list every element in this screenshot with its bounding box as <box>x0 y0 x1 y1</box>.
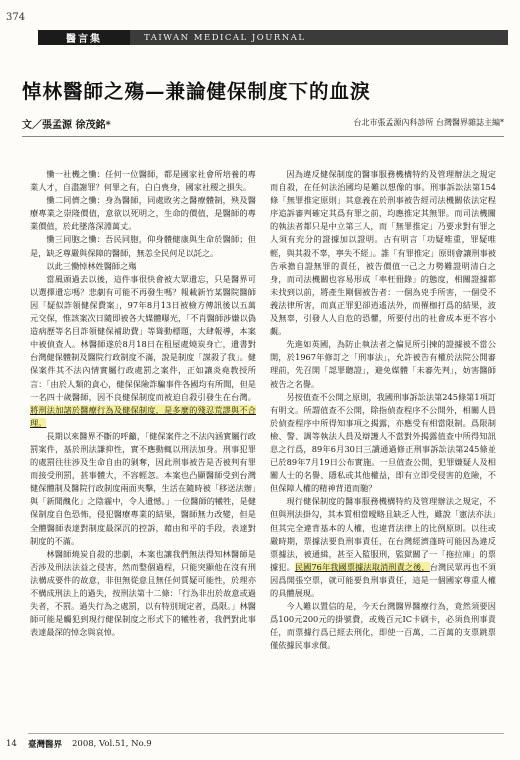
title-divider <box>22 136 504 137</box>
paragraph: 慟一社機之慟：任何一位醫師，都是國家社會所培養的專業人才，自盡謝罪？何罪之有，白白喪身，國家社稷之損失。 <box>30 169 256 193</box>
paragraph-text: 現行健保制度的醫事服務機構特約及管理辦法之規定，不但與刑法掛勾，其本質相當曖略且缺乏人性，雖說「憲法亦法」但其完全違背基本的人權，也違背法律上的比例原則。以往或嚴時期，票據法要負刑事責任，在台灣經濟蓬時可能因為違反票據法，被通緝，甚至入監服刑，監獄關了一「拖拉庫」的票據犯。 <box>270 496 496 572</box>
page-number: 14 <box>6 739 17 749</box>
header-band <box>38 30 508 45</box>
paragraph: 慟二同儕之慟：身為醫師，同處敗劣之醫療體制，殃及醫療專業之崇隆價值，意欲以死明之，生命的價值，是醫師的專業價值，於此墜落深淵萬丈。 <box>30 195 256 232</box>
footer-journal: 臺灣醫界 <box>28 740 63 750</box>
paragraph <box>270 495 496 600</box>
paragraph: 今人難以置信的是，今天台灣醫界醫療行為，竟然須要因爲100元200元的掛號費，或幾百元IC卡刷卡，必須負刑事責任，而票據行爲已經去刑化，即使一百萬、二百萬的支票跳票僅依據民事求償。 <box>270 601 496 651</box>
journal-name: TAIWAN MEDICAL JOURNAL <box>144 32 306 43</box>
paragraph: 先進如英國，為防止執法者之偏見所引揀的證據被不當公開，於1967年修訂之「刑事法」，允許被告有權於法院公開審理前，先召開「認罪聽證」，避免媒體「未審先判」，妨害醫師被告之名譽。 <box>270 339 496 389</box>
paragraph-text: 台灣民眾再也不須因爲開張空票，就可能要負刑事責任，這是一個國家尊重人權的具體展現。 <box>270 561 496 598</box>
bylines <box>22 116 504 132</box>
paragraph <box>30 273 256 430</box>
paragraph: 長期以來醫界不斷的呼籲，「健保案件之不法內涵實屬行政罰案件，基於刑法謙抑性，實不應動輒以刑法加身。刑事犯罪的處罰往往涉及生命自由的剝奪，因此刑事被告是否被判有罪而接受刑罰，甚事體大，不容輕忽。本案也凸顯醫師受到台灣健保體制及醫院行政制度兩面夾擊，生活在隨時被「移送法辦」與「新聞醜化」之陰霾中，令人遺憾。」一位醫師的犧牲，是健保制度自色恐怖，侵犯醫療專業的結果，醫師無力改變，但是全體醫師表達對制度最深沉的控訴，藉由和平的手段，表達對制度的不滿。 <box>30 430 256 546</box>
paragraph: 因為違反健保制度的醫事服務機構特約及管理辦法之規定而自殺，在任何法治國均是難以想像的事。刑事訴訟法第154條「無罪推定原則」其意義在於刑事被告經司法機關依法定程序追訴審判確定其爲有罪之前，均應推定其無罪。而司法機關的執法者都只是中立第三人，而「無罪推定」乃要求對有罪之人須有充分的證據加以證明。古有明言「功疑唯重，罪疑唯輕，與其殺不辜，寧失不經」。誰「有罪推定」原則會讓刑事被告承擔自證無罪的責任，被告價值一己之力勢難證明清白之身，而司法機關也容易形成「率枉冊錄」的態度，相關證據都未找到以前，將產生剛個被告者：一個為兇手所害，一個受不義法律所害，而真正罪犯卻逍遙法外，而罹枷打爲的結果，波及無辜，引發人人自危的恐懼，所要付出的社會成本更不容小覷。 <box>270 169 496 337</box>
article-authors: 文／張孟源 徐茂銘* <box>22 120 111 131</box>
paragraph: 另按值查不公開之原則，我國刑事訴訟法第245條第1項訂有明文。所謂值查不公開，除指偵查程序不公開外，相關人員於偵查程序中所得知事項之揭露，亦應受有相當限制。爲限制檢、警、調等執法人員及辯護人不當對外揭露值查中所得知訊息之行爲，89年6月30日三讀通過修正刑事訴訟法第245條並已於89年7月19日公布實施。一旦值查公開，犯罪嫌疑人及相關人士的名譽、隱私或其他權益，即有立即受侵害的危險，不但保障人權的精神背道而馳？ <box>270 391 496 494</box>
left-column <box>30 168 256 728</box>
author-affiliation: 台北市張孟源內科診所 台灣醫界雜誌主編* <box>353 118 504 127</box>
section-label: 醫言集 <box>38 30 130 45</box>
highlighted-text: 將刑法加諸於醫療行為及健保制度，是多麼的殘忍荒謬與不合理。 <box>30 404 256 428</box>
paragraph: 慟三同胞之慟：吾民同胞，仰身體健康與生命於醫師；但是，缺乏尊嚴與保障的醫師，無恙全民何足以託之。 <box>30 234 256 258</box>
footer <box>6 736 506 752</box>
paragraph: 林醫師燒炭自殺的悲劇，本案也讓我們無法得知林醫師是否涉及刑法法益之侵害，然而整個過程，只能突顯他在沒有刑法構成要件的故意，非但無從意且無任何質疑可能性，於理亦不構成刑法上的過失，按刑法第十二條：「行為非出於故意或過失者，不罰。過失行為之處罰，以有特別規定者，爲限。」林醫師可能是觸犯到現行健保制度之形式下的犧牲者，我們對此事表達最深的悼念與哀悼。 <box>30 548 256 638</box>
article-title: 悼林醫師之殤—兼論健保制度下的血淚 <box>22 80 371 103</box>
page-number-top: 374 <box>6 12 26 23</box>
footer-divider <box>28 733 504 734</box>
footer-issue: 2008, Vol.51, No.9 <box>72 739 152 749</box>
highlighted-text: 民國76年我國票據法取消刑責之後， <box>294 561 430 572</box>
right-column <box>270 168 496 728</box>
paragraph-text: 當風頭過去以後，這件事很快會被大眾遺忘，只是醫界可以選擇遺忘嗎？悲劇有可能不再發生嗎？報載新竹某醫院醫師因「疑似詐領健保費案」，97年8月13日被檢方傳訊後以五萬元交保，惟該案次日隨即被各大媒體曝光，「不肖醫師涉嫌以偽造病歷等名目詐領健保補助費」等聳動標題，大肆報導，本案中被偵查人。林醫師遂於8月18日在租屋處燒炭身亡，遺書對台灣健保體制及醫院行政制度不滿，說是制度「謀殺了我」。健保案件其不法內情實屬行政處罰之案件，正如讓炎堯教授所言：「由於人類的貪心，健保保險詐騙事件各國均有所聞，但是一名四十歲醫師，因不良健保制度而被迫自殺引發生在台灣。 <box>30 273 256 402</box>
paragraph: 以此三慟悼林姓醫師之殤 <box>46 260 137 271</box>
